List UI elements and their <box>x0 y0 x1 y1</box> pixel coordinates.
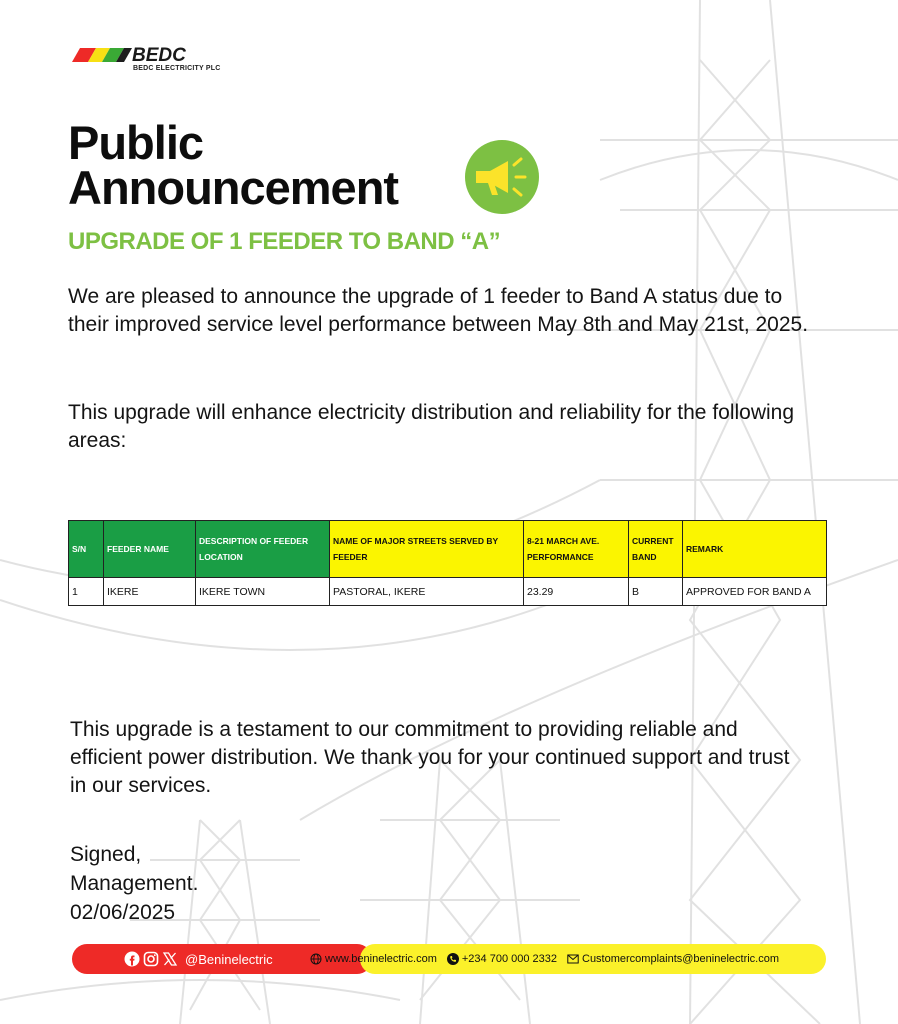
cell-performance: 23.29 <box>524 578 629 606</box>
globe-icon <box>310 953 322 965</box>
email-link[interactable] <box>567 953 779 965</box>
col-streets: NAME OF MAJOR STREETS SERVED BY FEEDER <box>330 521 524 578</box>
mail-icon <box>567 953 579 965</box>
col-feeder-name: FEEDER NAME <box>104 521 196 578</box>
megaphone-icon <box>464 139 540 215</box>
website-link[interactable] <box>310 953 437 965</box>
website-text: www.beninelectric.com <box>325 953 437 965</box>
intro-paragraph: We are pleased to announce the upgrade of 1 feeder to Band A status due to their improved service level performance between May 8th and May 21st, 2025. <box>68 285 809 336</box>
footer-contacts <box>310 944 789 974</box>
table-row <box>69 578 827 606</box>
title-line-2: Announcement <box>68 161 399 214</box>
title-line-1: Public <box>68 116 204 169</box>
cell-location: IKERE TOWN <box>196 578 330 606</box>
subtitle: UPGRADE OF 1 FEEDER TO BAND “A” <box>68 228 501 255</box>
logo-subtext: BEDC ELECTRICITY PLC <box>133 65 221 72</box>
facebook-icon[interactable] <box>124 951 140 967</box>
instagram-icon[interactable] <box>143 951 159 967</box>
signature-date: 02/06/2025 <box>70 901 176 924</box>
col-location: DESCRIPTION OF FEEDER LOCATION <box>196 521 330 578</box>
signature-line-1: Signed, <box>70 843 142 866</box>
social-handle[interactable]: @Beninelectric <box>185 951 273 967</box>
col-current-band: CURRENT BAND <box>629 521 683 578</box>
col-performance: 8-21 MARCH AVE. PERFORMANCE <box>524 521 629 578</box>
cell-feeder-name: IKERE <box>104 578 196 606</box>
phone-link[interactable] <box>447 953 557 965</box>
cell-sn: 1 <box>69 578 104 606</box>
page-title <box>68 116 399 214</box>
email-text: Customercomplaints@beninelectric.com <box>582 953 780 965</box>
footer-social <box>124 944 273 974</box>
areas-paragraph: This upgrade will enhance electricity distribution and reliability for the following areas: <box>68 401 795 452</box>
signature-block <box>70 840 198 927</box>
col-remark: REMARK <box>683 521 827 578</box>
cell-remark: APPROVED FOR BAND A <box>683 578 827 606</box>
cell-current-band: B <box>629 578 683 606</box>
closing-paragraph: This upgrade is a testament to our commitment to providing reliable and efficient power distribution. We thank you for your continued support and trust in our services. <box>70 718 790 797</box>
col-sn: S/N <box>69 521 104 578</box>
signature-line-2: Management. <box>70 872 199 895</box>
table-header-row <box>69 521 827 578</box>
logo-text: BEDC <box>132 45 186 66</box>
phone-icon <box>447 953 459 965</box>
footer-bar <box>72 944 826 974</box>
feeder-table <box>68 520 827 606</box>
x-icon[interactable] <box>162 951 178 967</box>
cell-streets: PASTORAL, IKERE <box>330 578 524 606</box>
phone-text: +234 700 000 2332 <box>461 953 557 965</box>
